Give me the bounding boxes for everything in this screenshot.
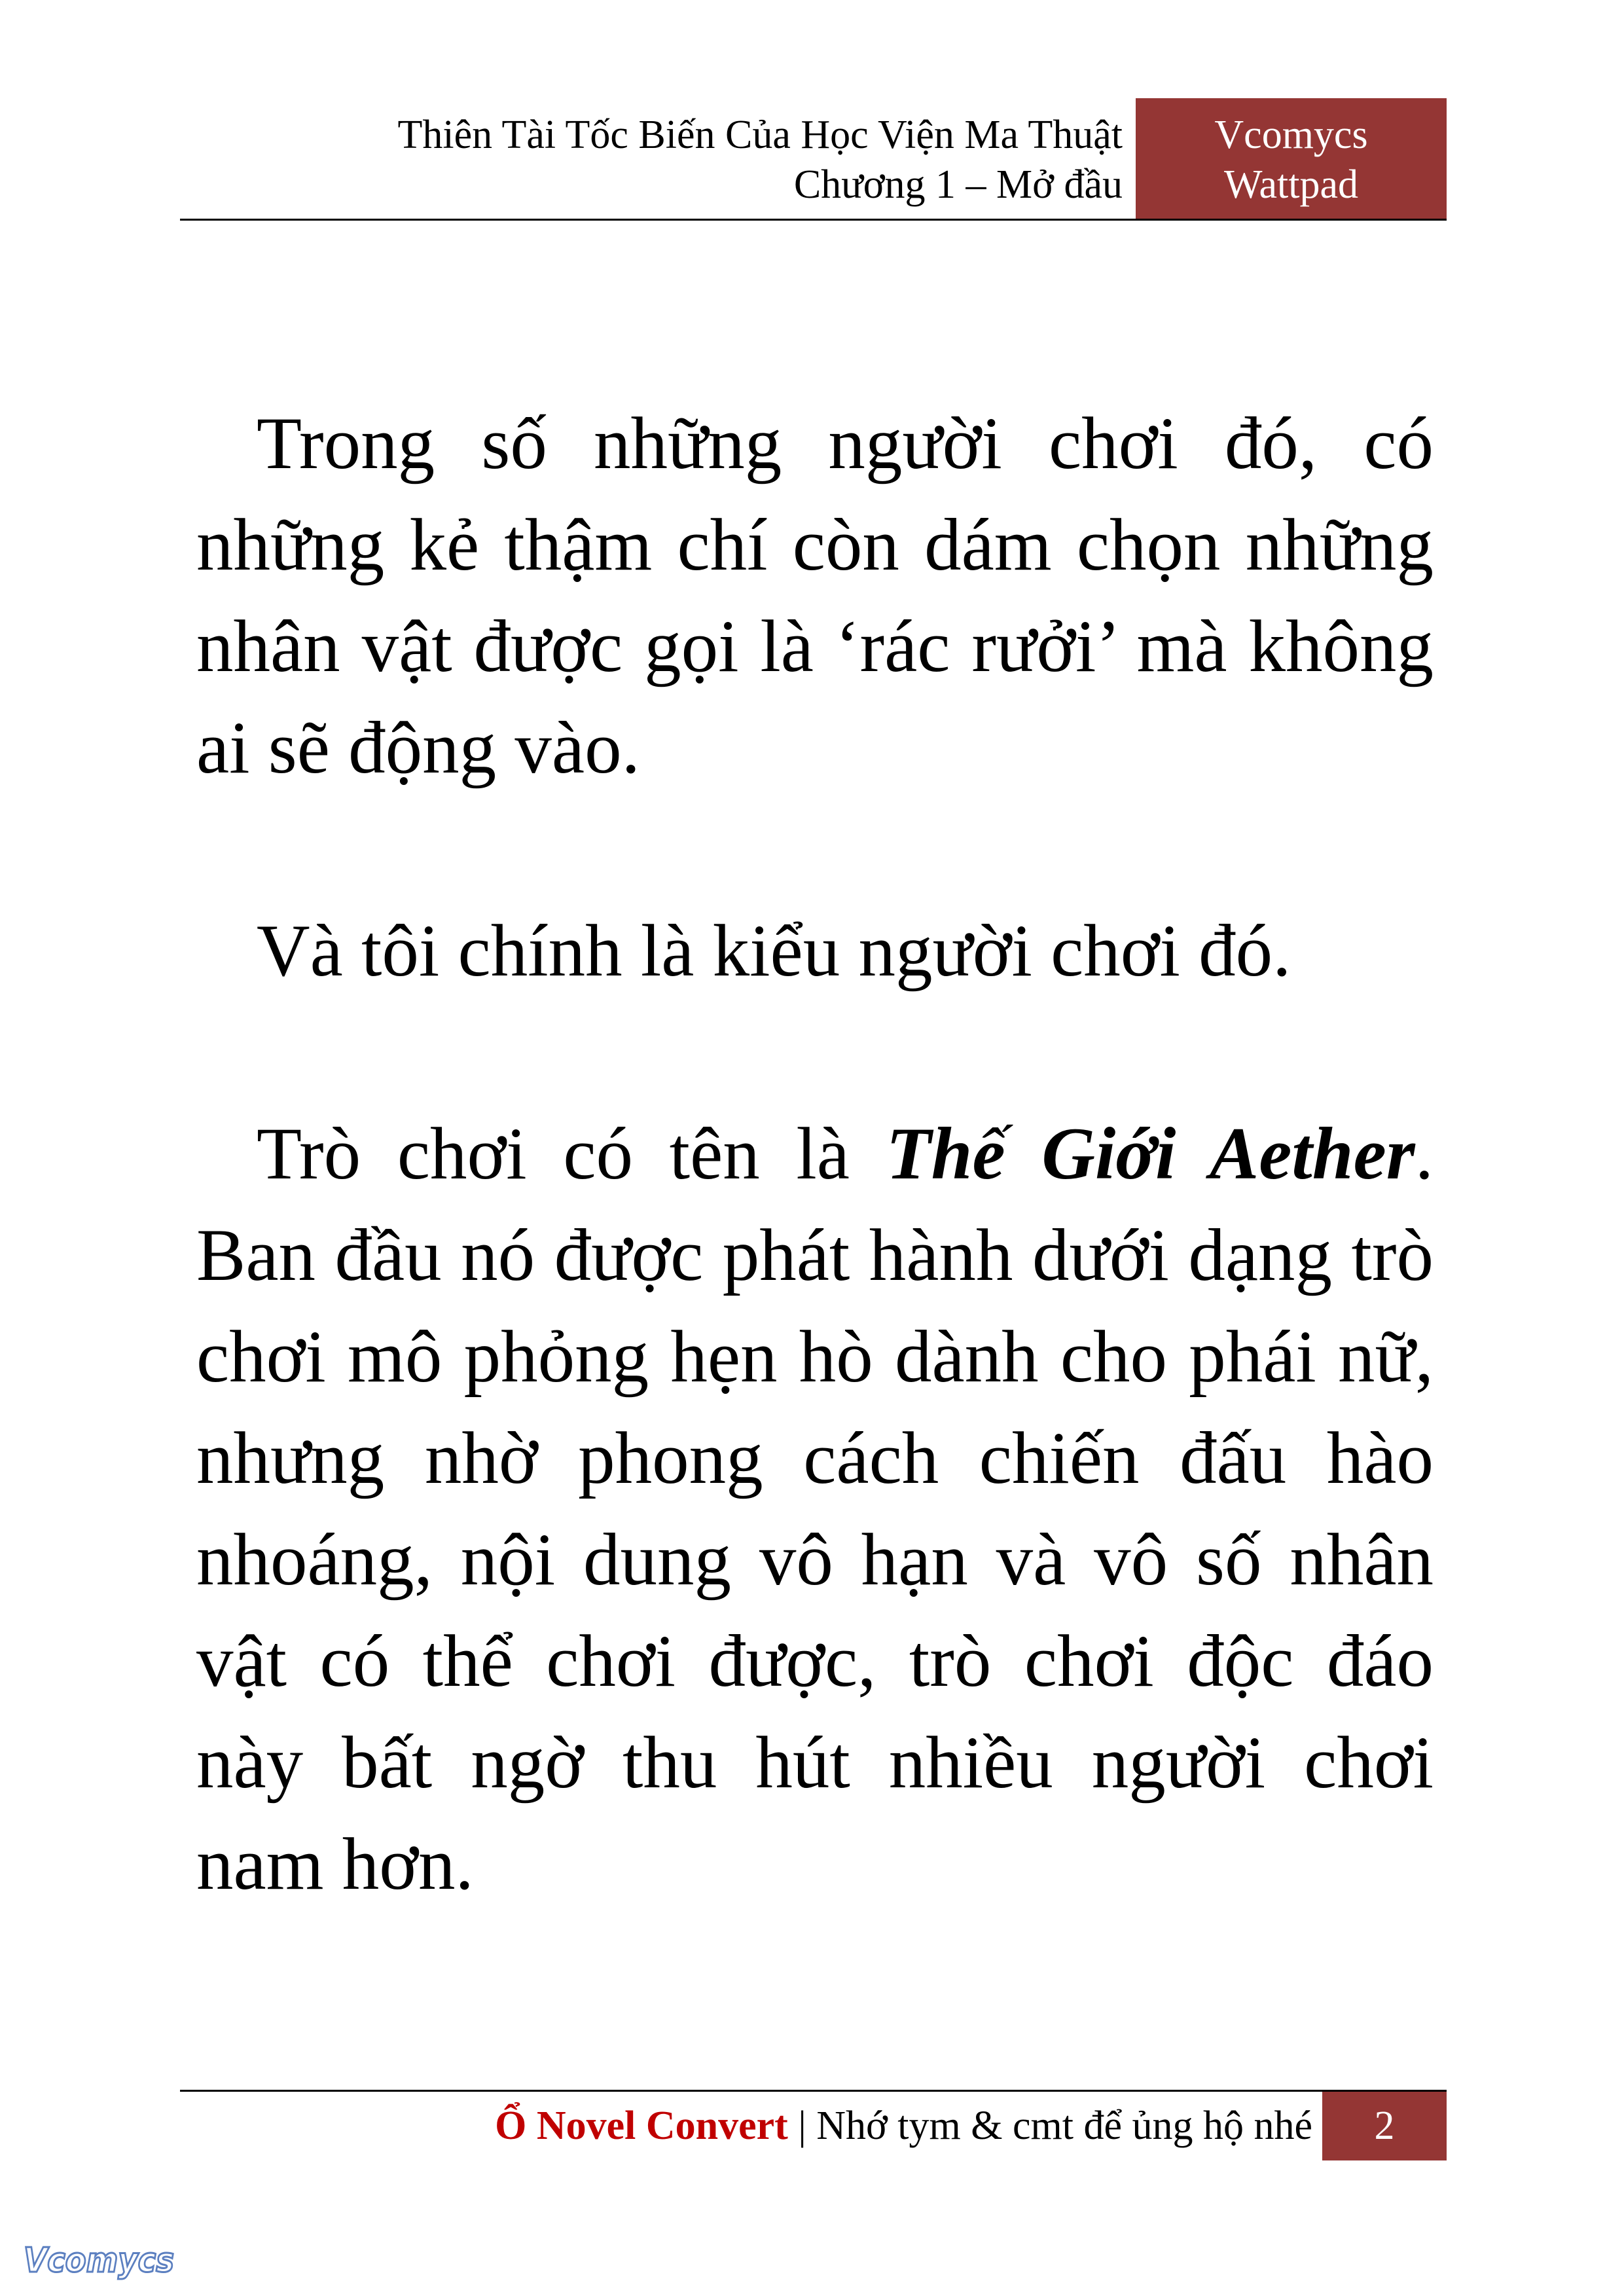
watermark-logo-text: Vcomycs (24, 2241, 174, 2280)
source-badge (1136, 98, 1447, 219)
page-header (180, 98, 1447, 219)
footer-brand: Ổ Novel Convert (495, 2104, 788, 2148)
chapter-title: Chương 1 – Mở đầu (793, 162, 1123, 207)
book-title: Thiên Tài Tốc Biến Của Học Viện Ma Thuật (397, 113, 1123, 157)
paragraph-3-rest: . Ban đầu nó được phát hành dưới dạng trò chơi mô phỏng hẹn hò dành cho phái nữ, nhưng nhờ phong cách chiến đấu hào nhoáng, nội dung vô hạn và vô số nhân vật có thể chơi được, trò chơi độc đáo này bất ngờ thu hút nhiều người chơi nam hơn. (196, 1113, 1434, 1905)
header-divider (180, 219, 1447, 221)
footer-separator: | (787, 2104, 817, 2148)
page-footer (180, 2092, 1447, 2160)
paragraph-3-lead: Trò chơi có tên là (257, 1113, 886, 1195)
footer-text (180, 2092, 1312, 2160)
paragraph-1: Trong số những người chơi đó, có những kẻ thậm chí còn dám chọn những nhân vật được gọi là ‘rác rưởi’ mà không ai sẽ động vào. (196, 403, 1434, 789)
chapter-body (196, 393, 1434, 1915)
footer-note: Nhớ tym & cmt để ủng hộ nhé (816, 2104, 1312, 2148)
vcomycs-watermark-logo (21, 2239, 178, 2281)
badge-line-wattpad: Wattpad (1223, 162, 1359, 207)
header-text-block (180, 98, 1123, 219)
paragraph-3 (196, 1103, 1434, 1915)
badge-line-vcomycs: Vcomycs (1214, 113, 1368, 157)
game-title: Thế Giới Aether (886, 1113, 1415, 1195)
paragraph-2: Và tôi chính là kiểu người chơi đó. (257, 910, 1291, 992)
page-number: 2 (1322, 2092, 1447, 2160)
